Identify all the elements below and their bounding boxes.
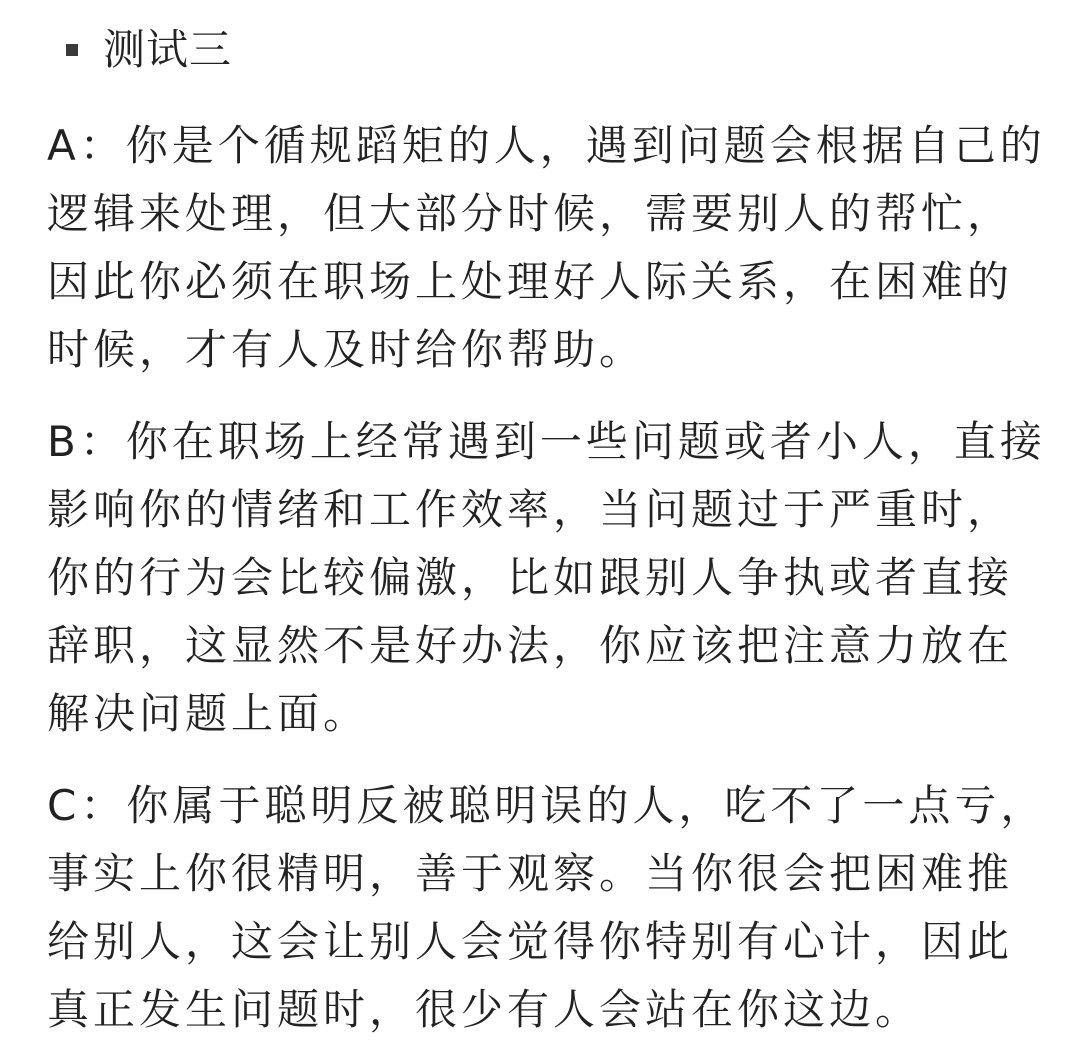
paragraph-line: 逻辑来处理，但大部分时候，需要别人的帮忙， (47, 189, 1014, 238)
paragraph-line: 事实上你很精明，善于观察。当你很会把困难推 (47, 849, 1014, 898)
section-heading (66, 20, 232, 80)
answer-c-paragraph (47, 772, 1057, 1044)
paragraph-line: 解决问题上面。 (47, 689, 370, 738)
paragraph-line: 真正发生问题时，很少有人会站在你这边。 (47, 985, 922, 1034)
paragraph-line: 因此你必须在职场上处理好人际关系，在困难的 (47, 257, 1014, 306)
paragraph-line: 给别人，这会让别人会觉得你特别有心计，因此 (47, 917, 1014, 966)
answer-b-paragraph (47, 408, 1057, 748)
paragraph-line: B：你在职场上经常遇到一些问题或者小人，直接 (47, 417, 1046, 466)
paragraph-line: 你的行为会比较偏激，比如跟别人争执或者直接 (47, 553, 1014, 602)
paragraph-line: C：你属于聪明反被聪明误的人，吃不了一点亏， (47, 781, 1047, 830)
paragraph-line: A：你是个循规蹈矩的人，遇到问题会根据自己的 (47, 121, 1046, 170)
square-bullet-icon (66, 44, 78, 56)
paragraph-line: 辞职，这显然不是好办法，你应该把注意力放在 (47, 621, 1014, 670)
paragraph-line: 时候，才有人及时给你帮助。 (47, 325, 646, 374)
paragraph-line: 影响你的情绪和工作效率，当问题过于严重时， (47, 485, 1014, 534)
answer-a-paragraph (47, 112, 1057, 384)
heading-text: 测试三 (103, 25, 233, 74)
